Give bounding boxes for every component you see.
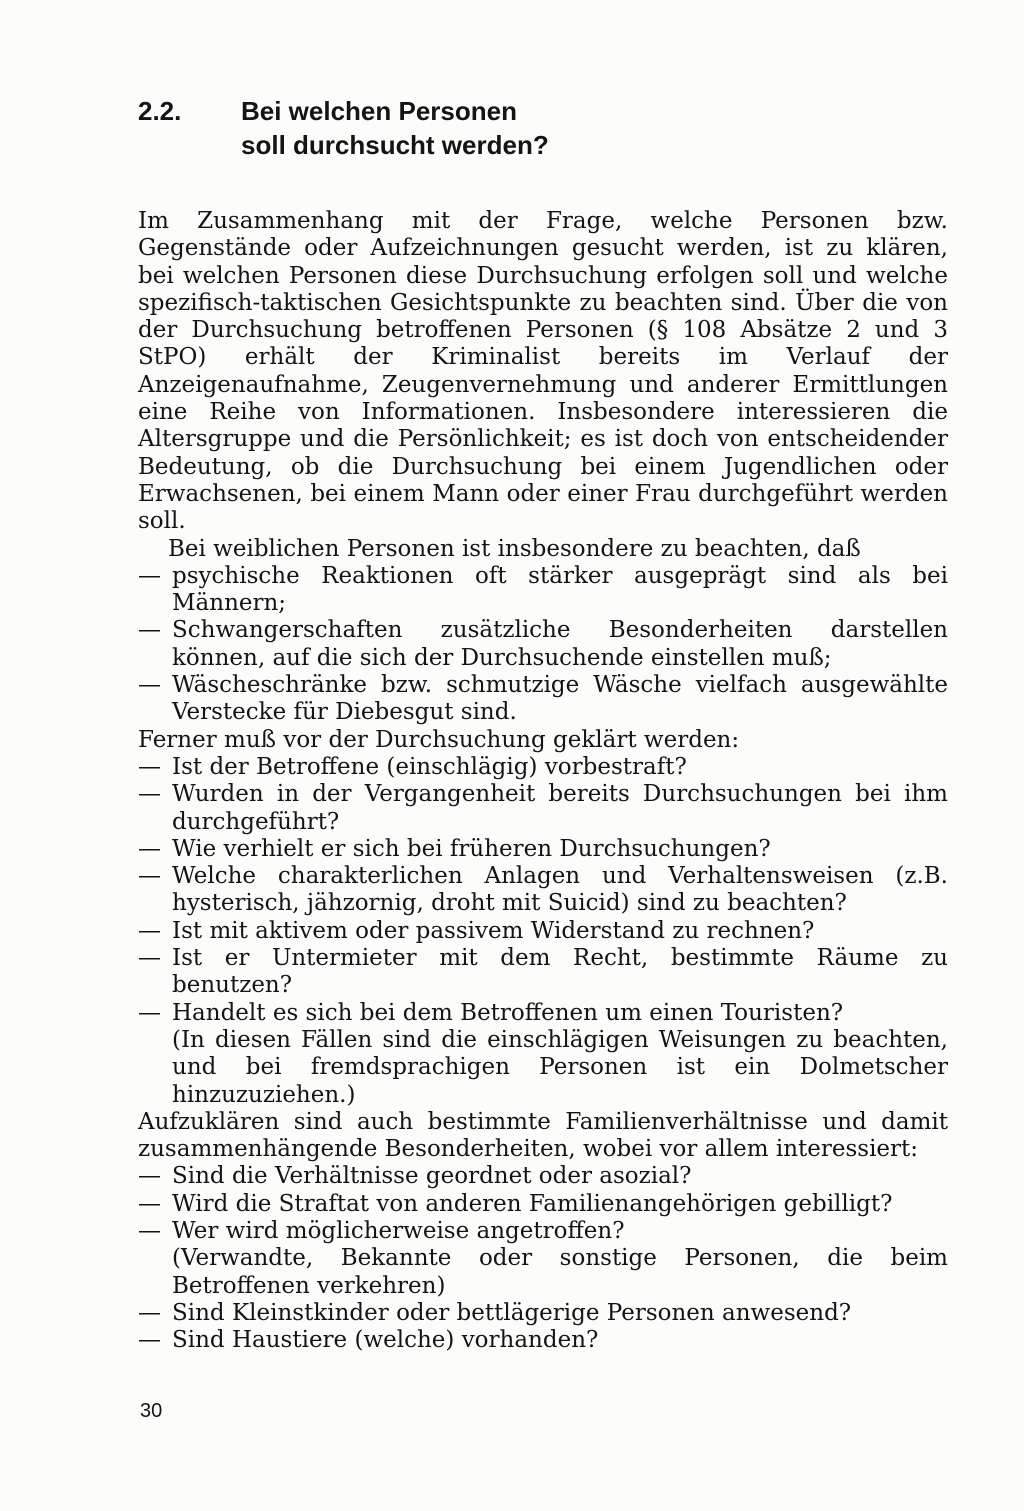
list-item: — Ist mit aktivem oder passivem Widerstand zu rechnen? [138,918,948,945]
section-title: Bei welchen Personen soll durchsucht werden? [241,96,549,160]
family-note: (Verwandte, Bekannte oder sonstige Personen, die beim Betroffenen verkehren) [172,1245,948,1299]
clarify-lead: Ferner muß vor der Durchsuchung geklärt werden: [138,726,740,753]
page-number: 30 [140,1400,163,1422]
list-item: — Wer wird möglicherweise angetroffen? [138,1218,948,1245]
clarify-list [138,754,948,1027]
list-item: — Wie verhielt er sich bei früheren Durchsuchungen? [138,836,948,863]
women-lead: Bei weiblichen Personen ist insbesondere zu beachten, daß [168,535,861,562]
list-item: — Sind die Verhältnisse geordnet oder asozial? [138,1163,948,1190]
list-item: — Wird die Straftat von anderen Familienangehörigen gebilligt? [138,1191,948,1218]
list-item: — Welche charakterlichen Anlagen und Verhaltensweisen (z.B. hysterisch, jähzornig, droht mit Suicid) sind zu beachten? [138,863,948,918]
women-list [138,563,948,727]
list-item: — Sind Haustiere (welche) vorhanden? [138,1327,948,1354]
list-item: — Wurden in der Vergangenheit bereits Durchsuchungen bei ihm durchgeführt? [138,781,948,836]
body-text [138,208,948,1354]
list-item: — Schwangerschaften zusätzliche Besonderheiten darstellen können, auf die sich der Durchsuchende einstellen muß; [138,617,948,672]
intro-paragraph: Im Zusammenhang mit der Frage, welche Personen bzw. Gegenstände oder Aufzeichnungen gesucht werden, ist zu klären, bei welchen Personen diese Durchsuchung erfolgen soll und welche spezifisch-taktischen Gesichtspunkte zu beachten sind. Über die von der Durchsuchung betroffenen Personen (§ 108 Absätze 2 und 3 StPO) erhält der Kriminalist bereits im Verlauf der Anzeigenaufnahme, Zeugenvernehmung und anderer Ermittlungen eine Reihe von Informationen. Insbesondere interessieren die Altersgruppe und die Persönlichkeit; es ist doch von entscheidender Bedeutung, ob die Durchsuchung bei einem Jugendlichen oder Erwachsenen, bei einem Mann oder einer Frau durchgeführt werden soll. [138,208,948,535]
list-item: — Sind Kleinstkinder oder bettlägerige Personen anwesend? [138,1300,948,1327]
family-list-continued [138,1300,948,1355]
list-item: — Wäscheschränke bzw. schmutzige Wäsche vielfach ausgewählte Verstecke für Diebesgut sind. [138,672,948,727]
list-item: — Ist er Untermieter mit dem Recht, bestimmte Räume zu benutzen? [138,945,948,1000]
list-item: — Ist der Betroffene (einschlägig) vorbestraft? [138,754,948,781]
family-lead: Aufzuklären sind auch bestimmte Familienverhältnisse und damit zusammenhängende Besonderheiten, wobei vor allem interessiert: [138,1108,948,1163]
clarify-note: (In diesen Fällen sind die einschlägigen Weisungen zu beachten, und bei fremdsprachigen Personen ist ein Dolmetscher hinzuzuziehen.) [172,1026,948,1108]
section-number: 2.2. [138,96,182,126]
list-item: — psychische Reaktionen oft stärker ausgeprägt sind als bei Männern; [138,563,948,618]
list-item: — Handelt es sich bei dem Betroffenen um einen Touristen? [138,1000,948,1027]
family-list [138,1163,948,1245]
